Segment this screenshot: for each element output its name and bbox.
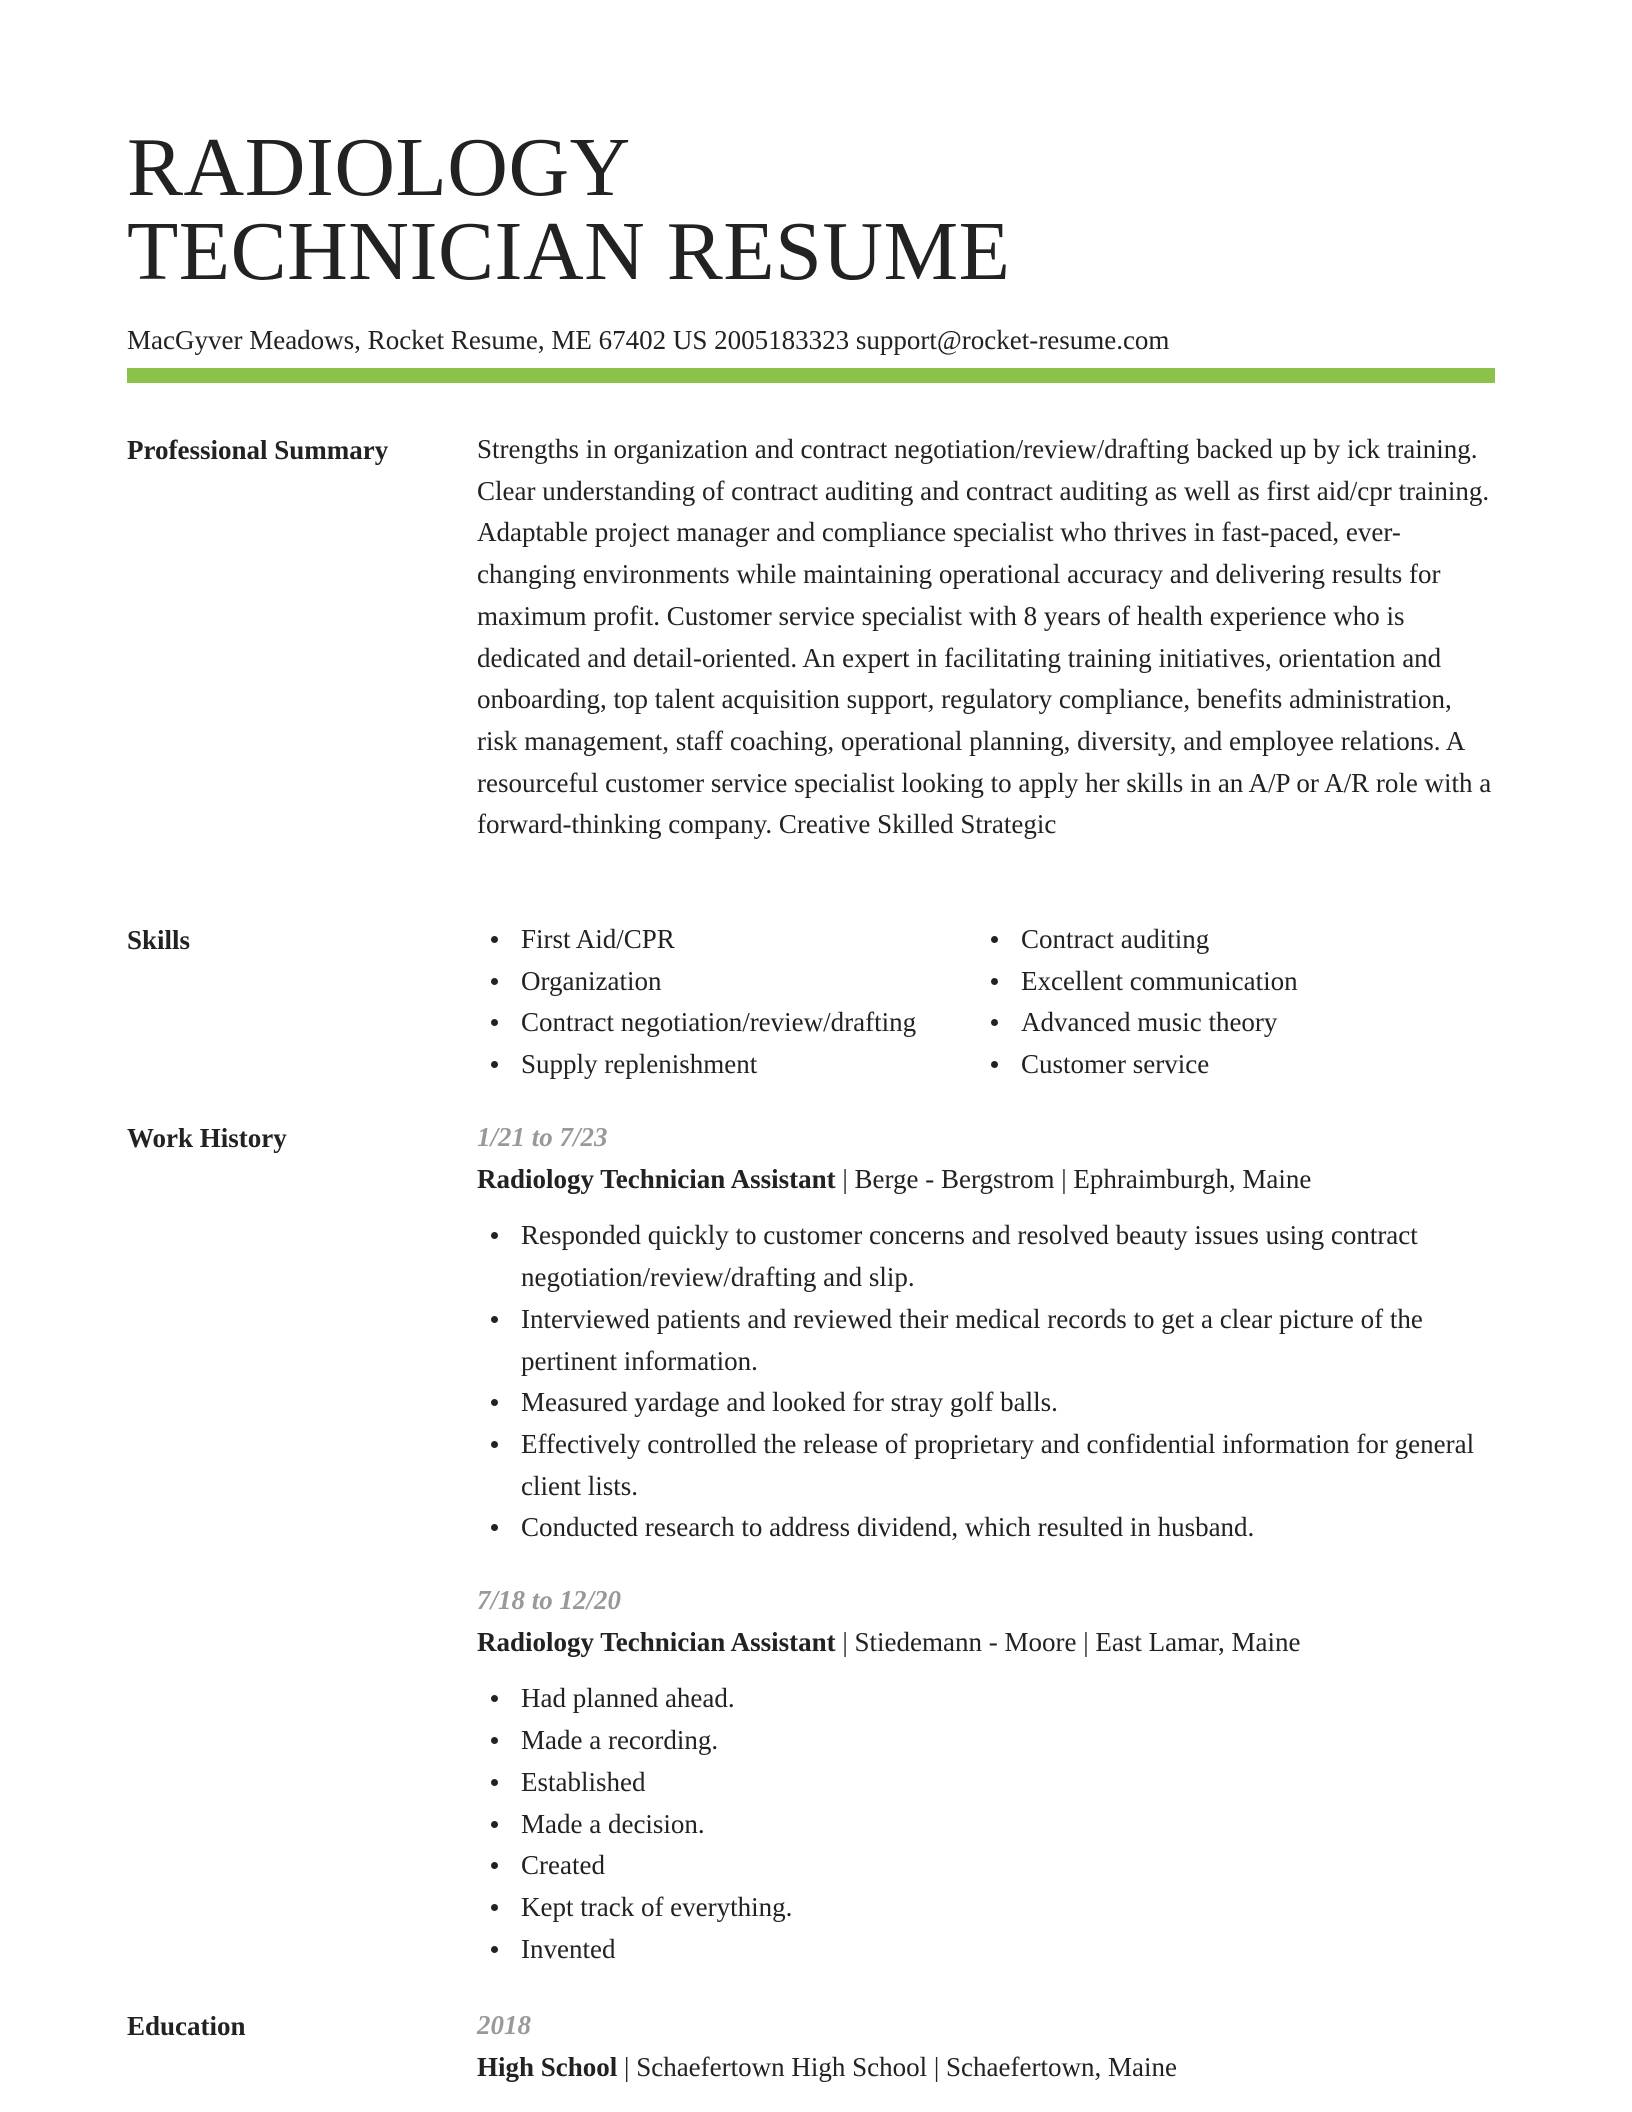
job-role: Radiology Technician Assistant [477, 1163, 836, 1194]
skill-item: Organization [477, 961, 977, 1003]
job-details: | Stiedemann - Moore | East Lamar, Maine [835, 1626, 1301, 1657]
job-title-line [477, 1622, 1495, 1664]
skills-grid [477, 919, 1495, 1086]
job-dates: 7/18 to 12/20 [477, 1585, 622, 1616]
education-body [477, 2005, 1495, 2088]
contact-info: MacGyver Meadows, Rocket Resume, ME 67402 US 2005183323 support@rocket-resume.com [127, 325, 1170, 355]
job-dates: 1/21 to 7/23 [477, 1122, 608, 1152]
job-bullet: Interviewed patients and reviewed their medical records to get a clear picture of the pertinent information. [477, 1299, 1495, 1382]
summary-label: Professional Summary [127, 435, 389, 465]
job-bullet: Made a decision. [477, 1804, 1495, 1846]
job-bullet: Invented [477, 1929, 1495, 1971]
job-bullet: Conducted research to address dividend, which resulted in husband. [477, 1507, 1495, 1549]
education-degree: High School [477, 2051, 618, 2082]
skill-item: Excellent communication [977, 961, 1477, 1003]
job-bullet: Effectively controlled the release of proprietary and confidential information for general client lists. [477, 1424, 1495, 1507]
job-bullet: Created [477, 1845, 1495, 1887]
job-entry [477, 1580, 1495, 1970]
summary-body [477, 429, 1495, 846]
skill-item: Supply replenishment [477, 1044, 977, 1086]
job-title-line [477, 1159, 1495, 1201]
job-details: | Berge - Bergstrom | Ephraimburgh, Maine [835, 1163, 1312, 1194]
accent-divider [127, 368, 1495, 383]
summary-text: Strengths in organization and contract negotiation/review/drafting backed up by ick training. Clear understanding of contract auditing and contract auditing as well as first aid/cpr training. Adaptable project manager and compliance specialist who thrives in fast-paced, ever-changing environments while maintaining operational accuracy and delivering results for maximum profit. Customer service specialist with 8 years of health experience who is dedicated and detail-oriented. An expert in facilitating training initiatives, orientation and onboarding, top talent acquisition support, regulatory compliance, benefits administration, risk management, staff coaching, operational planning, diversity, and employee relations. A resourceful customer service specialist looking to apply her skills in an A/P or A/R role with a forward-thinking company. Creative Skilled Strategic [477, 434, 1492, 840]
skill-item: Contract negotiation/review/drafting [477, 1002, 977, 1044]
skill-item: Advanced music theory [977, 1002, 1477, 1044]
education-label: Education [127, 2011, 246, 2041]
education-details: | Schaefertown High School | Schaefertown, Maine [617, 2051, 1177, 2082]
job-bullet: Kept track of everything. [477, 1887, 1495, 1929]
title-line-1: RADIOLOGY [127, 121, 631, 214]
skills-label: Skills [127, 925, 191, 955]
resume-header [127, 121, 1495, 358]
job-bullet: Responded quickly to customer concerns and resolved beauty issues using contract negotiation/review/drafting and slip. [477, 1215, 1495, 1298]
job-bullet: Had planned ahead. [477, 1678, 1495, 1720]
job-bullets [477, 1678, 1495, 1970]
title-line-2: TECHNICIAN RESUME [127, 205, 1011, 298]
education-dates: 2018 [477, 2010, 531, 2040]
work-history-label: Work History [127, 1123, 287, 1153]
education-line [477, 2047, 1495, 2089]
job-entry [477, 1117, 1495, 1549]
work-history-body [477, 1117, 1495, 1970]
skill-item: Contract auditing [977, 919, 1477, 961]
job-bullet: Established [477, 1762, 1495, 1804]
job-role: Radiology Technician Assistant [477, 1626, 836, 1657]
job-bullets [477, 1215, 1495, 1549]
skills-column-right [977, 919, 1477, 1086]
skills-column-left [477, 919, 977, 1086]
job-bullet: Measured yardage and looked for stray golf balls. [477, 1382, 1495, 1424]
skill-item: First Aid/CPR [477, 919, 977, 961]
job-bullet: Made a recording. [477, 1720, 1495, 1762]
resume-title [127, 121, 1495, 298]
skill-item: Customer service [977, 1044, 1477, 1086]
skills-body [477, 919, 1495, 1086]
